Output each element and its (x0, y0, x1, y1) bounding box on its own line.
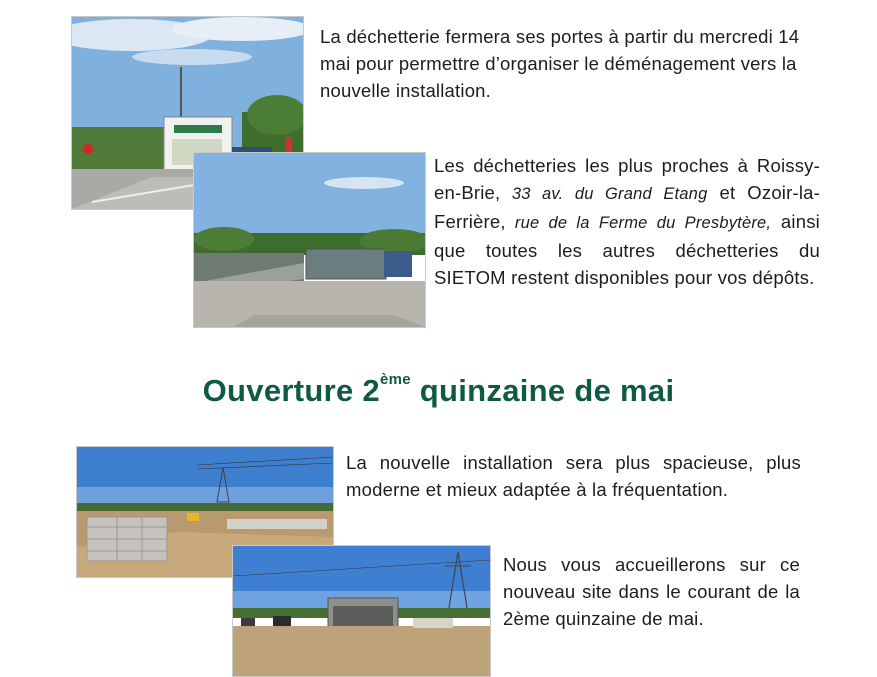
connector-and: et (719, 182, 748, 203)
new-installation-text: La nouvelle installation sera plus spacieuse, plus moderne et mieux adaptée à la fréquentation. (346, 452, 801, 500)
heading-prefix: Ouverture 2 (202, 373, 380, 408)
opening-period-text: Nous vous accueillerons sur ce nouveau site dans le courant de la 2ème quinzaine de mai. (503, 554, 800, 629)
nearest-centres-intro: Les déchetteries les plus proches à (434, 155, 749, 176)
city-roissy: Roissy-en-Brie, (434, 155, 820, 203)
photo-dechetterie-containers (193, 152, 426, 328)
photo-construction-building (232, 545, 491, 677)
opening-heading (0, 373, 877, 409)
nearest-centres-text (434, 152, 820, 291)
heading-superscript: ème (379, 371, 411, 388)
city-ozoir: Ozoir-la-Ferrière, (434, 182, 821, 232)
address-roissy: 33 av. du Grand Etang (500, 185, 708, 203)
heading-suffix: quinzaine de mai (410, 373, 675, 408)
address-ozoir: rue de la Ferme du Presbytère, (505, 214, 772, 232)
closing-notice-text: La déchetterie fermera ses portes à partir du mercredi 14 mai pour permettre d’organiser le déménagement vers la nouvelle installation. (320, 26, 800, 101)
nearest-centres-rest: ainsi que toutes les autres déchetteries du SIETOM restent disponibles pour vos dépôts. (434, 211, 820, 288)
